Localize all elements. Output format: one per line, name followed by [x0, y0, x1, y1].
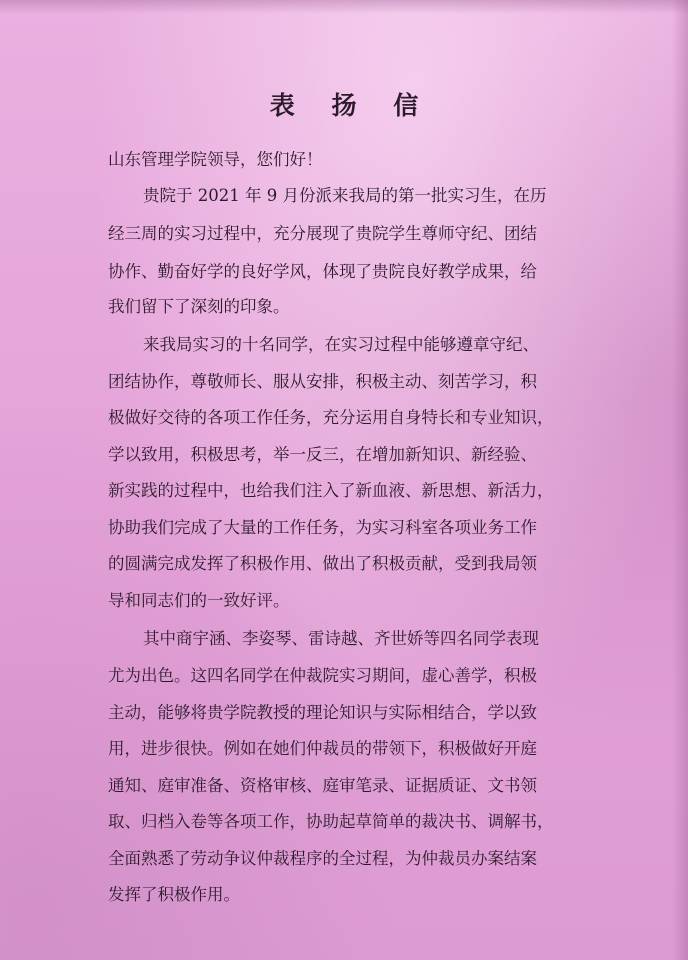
body-line: 通知、庭审准备、资格审核、庭审笔录、证据质证、文书领 [108, 776, 537, 795]
body-line: 取、归档入卷等各项工作，协助起草简单的裁决书、调解书， [108, 812, 554, 831]
body-line: 发挥了积极作用。 [108, 885, 240, 904]
body-line: 导和同志们的一致好评。 [108, 591, 290, 610]
body-line: 主动，能够将贵学院教授的理论知识与实际相结合，学以致 [108, 703, 537, 722]
body-line: 其中商宇涵、李姿琴、雷诗越、齐世娇等四名同学表现 [143, 629, 539, 648]
body-line: 贵院于 2021 年 9 月份派来我局的第一批实习生，在历 [143, 186, 547, 205]
body-line: 全面熟悉了劳动争议仲裁程序的全过程，为仲裁员办案结案 [108, 849, 537, 868]
letter-greeting: 山东管理学院领导，您们好！ [108, 150, 323, 169]
body-line: 协助我们完成了大量的工作任务，为实习科室各项业务工作 [108, 518, 537, 537]
body-line: 极做好交待的各项工作任务，充分运用自身特长和专业知识， [108, 408, 554, 427]
body-line: 我们留下了深刻的印象。 [108, 297, 290, 316]
letter-title: 表 扬 信 [269, 91, 433, 120]
body-line: 用，进步很快。例如在她们仲裁员的带领下，积极做好开庭 [108, 739, 537, 758]
body-line: 来我局实习的十名同学，在实习过程中能够遵章守纪、 [143, 335, 539, 354]
body-line: 的圆满完成发挥了积极作用、做出了积极贡献，受到我局领 [108, 554, 537, 573]
body-line: 学以致用，积极思考，举一反三，在增加新知识、新经验、 [108, 445, 537, 464]
body-line: 协作、勤奋好学的良好学风，体现了贵院良好教学成果，给 [108, 262, 537, 281]
body-line: 尤为出色。这四名同学在仲裁院实习期间，虚心善学，积极 [108, 666, 537, 685]
body-line: 团结协作，尊敬师长、服从安排，积极主动、刻苦学习，积 [108, 372, 537, 391]
body-line: 新实践的过程中，也给我们注入了新血液、新思想、新活力， [108, 481, 554, 500]
body-line: 经三周的实习过程中，充分展现了贵院学生尊师守纪、团结 [108, 224, 537, 243]
paper-fold-shadow [0, 0, 688, 14]
paper-edge-shadow [672, 0, 688, 960]
